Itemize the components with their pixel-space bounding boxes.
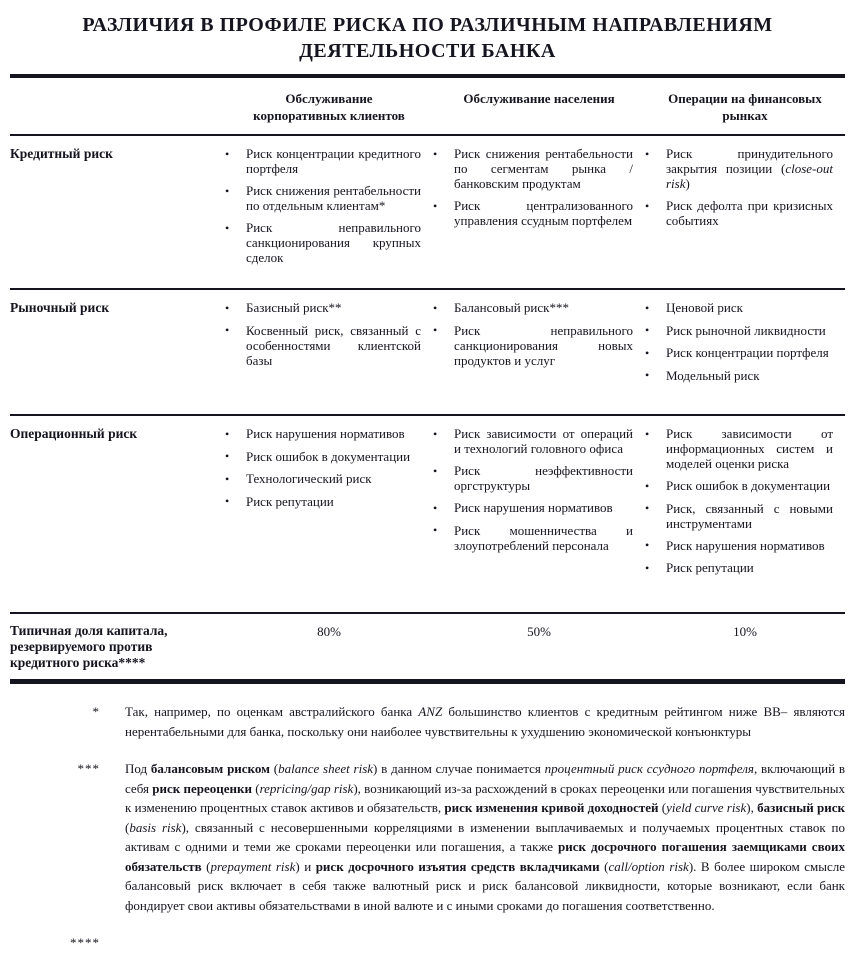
risk-item-text [666, 300, 833, 316]
footnote-quadruple-star [10, 933, 845, 953]
cell-credit-corporate [225, 136, 433, 288]
risk-list-item [645, 538, 833, 554]
risk-list-item [225, 323, 421, 368]
footnote-text [125, 702, 845, 741]
risk-list-item [433, 146, 633, 191]
column-header-corporate: Обслуживание корпоративных клиентов [253, 91, 405, 123]
text-run: Риск рыночной ликвидности [666, 322, 826, 338]
bullet-icon: • [225, 220, 230, 235]
risk-list-item [433, 300, 633, 316]
risk-list-item [645, 323, 833, 339]
text-run: ( [270, 761, 279, 776]
bullet-icon: • [225, 323, 230, 337]
row-header-credit-risk: Кредитный риск [10, 146, 113, 161]
bullet-gap [657, 146, 666, 191]
bullet-gap [445, 463, 454, 493]
cell-operational-retail [433, 416, 645, 612]
capital-share-retail: 50% [527, 624, 551, 639]
risk-item-text [246, 146, 421, 176]
bullet-icon: • [433, 426, 438, 441]
bold-term: риск изменения кривой доходностей [444, 800, 659, 815]
italic-term: repricing/gap risk [259, 780, 354, 796]
capital-share-corporate: 80% [317, 624, 341, 639]
text-run: Риск снижения рентабельности по отдельным клиентам* [246, 183, 421, 213]
risk-table [10, 74, 845, 684]
risk-list-item [225, 426, 421, 442]
bullet-gap [657, 478, 666, 494]
table-row-operational-risk [10, 416, 845, 614]
bullet-icon: • [433, 323, 438, 337]
risk-item-text [666, 560, 833, 576]
risk-item-text [666, 368, 833, 384]
italic-term: prepayment risk [210, 858, 296, 874]
risk-list-item [433, 463, 633, 493]
bold-term: риск переоценки [152, 780, 252, 796]
text-run: ) [685, 176, 690, 191]
row-header-market-risk: Рыночный риск [10, 300, 110, 315]
bullet-gap [237, 449, 246, 465]
bullet-gap [445, 300, 454, 316]
bullet-icon: • [225, 426, 230, 441]
text-run: большинство клиентов с кредитным рейтингом ниже ВВ– являются нерентабельными для банка, поскольку они наиболее чувствительны к ухудшению экономической конъюнктуры [125, 704, 845, 739]
risk-item-text [454, 323, 633, 368]
risk-item-text [454, 500, 633, 516]
italic-term: balance sheet risk [278, 761, 374, 776]
text-run: Базисный риск** [246, 300, 342, 315]
text-run: Риск концентрации портфеля [666, 345, 829, 360]
risk-list-item [225, 449, 421, 465]
bullet-icon: • [225, 449, 230, 463]
risk-item-text [666, 198, 833, 228]
text-run: Риск неправильного санкционирования крупных сделок [246, 220, 421, 265]
bullet-icon: • [645, 501, 650, 515]
text-run: ), [746, 800, 758, 815]
footnote-text [125, 933, 845, 953]
bold-term: риск досрочного изъятия средств вкладчиками [315, 858, 600, 874]
text-run: Риск ошибок в документации [666, 478, 831, 493]
risk-item-text [454, 198, 633, 228]
risk-list-item [645, 501, 833, 531]
cell-market-markets [645, 290, 845, 414]
column-header-empty [10, 78, 225, 134]
risk-item-text [454, 300, 633, 316]
bullet-gap [657, 300, 666, 316]
bullet-icon: • [645, 478, 650, 493]
text-run: ) и [295, 858, 316, 874]
row-header-capital-share: Типичная доля капитала, резервируемого против кредитного риска**** [10, 623, 168, 670]
bullet-icon: • [433, 500, 438, 515]
italic-term: yield curve risk [666, 800, 747, 815]
bullet-icon: • [225, 471, 230, 486]
risk-item-text [666, 426, 833, 471]
risk-item-text [246, 471, 421, 487]
bullet-icon: • [433, 463, 438, 478]
risk-item-text [454, 146, 633, 191]
bullet-icon: • [645, 300, 650, 315]
footnote-marker: * [92, 704, 100, 719]
text-run: Риск репутации [666, 560, 754, 575]
risk-item-text [666, 345, 833, 361]
text-run: ( [251, 780, 260, 796]
risk-list-item [225, 300, 421, 316]
risk-item-text [246, 183, 421, 213]
column-header-markets: Операции на финансовых рынках [668, 91, 822, 123]
bullet-gap [657, 345, 666, 361]
text-run: Риск ошибок в документации [246, 448, 411, 464]
cell-market-corporate [225, 290, 433, 414]
bullet-icon: • [645, 198, 650, 213]
bullet-gap [657, 501, 666, 531]
bullet-icon: • [433, 300, 438, 315]
text-run: Риск централизованного управления ссудным портфелем [454, 198, 633, 228]
bullet-icon: • [433, 523, 438, 537]
bullet-icon: • [645, 323, 650, 337]
footnote-marker: **** [70, 935, 100, 950]
footnotes-section [10, 702, 845, 953]
bullet-gap [445, 500, 454, 516]
risk-list-item [645, 368, 833, 384]
bullet-gap [657, 426, 666, 471]
risk-list-item [225, 471, 421, 487]
bullet-icon: • [433, 198, 438, 213]
cell-market-retail [433, 290, 645, 414]
footnote-gap [100, 933, 125, 953]
risk-item-text [454, 426, 633, 456]
text-run: ( [599, 858, 609, 874]
text-run: Риск неправильного санкционирования новых продуктов и услуг [454, 322, 633, 368]
bullet-icon: • [645, 560, 650, 575]
bullet-icon: • [645, 368, 650, 382]
risk-item-text [246, 300, 421, 316]
bold-term: риск досрочного погашения заемщиками своих обязательств [125, 839, 845, 874]
cell-credit-retail [433, 136, 645, 288]
text-run: ), возникающий из-за расхождений в сроках переоценки или погашения чувствительных к изменению процентных ставок активов и обязательств, [125, 780, 845, 815]
risk-list-item [645, 300, 833, 316]
footnote-marker: *** [77, 761, 100, 776]
risk-item-text [246, 449, 421, 465]
risk-list-item [645, 146, 833, 191]
bullet-gap [657, 560, 666, 576]
risk-list-item [645, 198, 833, 228]
capital-share-markets: 10% [733, 624, 757, 639]
page-title: РАЗЛИЧИЯ В ПРОФИЛЕ РИСКА ПО РАЗЛИЧНЫМ НАПРАВЛЕНИЯМ ДЕЯТЕЛЬНОСТИ БАНКА [82, 14, 773, 62]
text-run: Риск зависимости от операций и технологий головного офиса [454, 426, 633, 456]
footnote-triple-star [10, 759, 845, 915]
text-run: Риск неэффективности оргструктуры [454, 463, 633, 493]
column-header-retail: Обслуживание населения [463, 91, 615, 106]
footnote-text [125, 759, 845, 915]
cell-credit-markets [645, 136, 845, 288]
bullet-icon: • [433, 146, 438, 161]
risk-item-text [666, 146, 833, 191]
footnote-gap [100, 759, 125, 915]
text-run: Риск дефолта при кризисных событиях [666, 198, 833, 228]
bullet-icon: • [225, 494, 230, 508]
text-run: Риск снижения рентабельности по сегментам рынка / банковским продуктам [454, 146, 633, 191]
bullet-gap [657, 323, 666, 339]
text-run: Риск нарушения нормативов [454, 500, 613, 515]
text-run: Риск зависимости от информационных систем и моделей оценки риска [666, 426, 833, 471]
text-run: , включающий в себя [125, 761, 845, 796]
risk-list-item [225, 183, 421, 213]
bullet-gap [657, 368, 666, 384]
text-run: ( [201, 858, 211, 874]
risk-item-text [666, 478, 833, 494]
bullet-gap [657, 538, 666, 554]
risk-list-item [433, 523, 633, 553]
text-run: ) в данном случае понимается [373, 761, 545, 776]
risk-item-text [246, 220, 421, 265]
row-header-operational-risk: Операционный риск [10, 426, 138, 441]
bullet-gap [657, 198, 666, 228]
italic-term: close-out risk [666, 161, 833, 191]
risk-list-item [645, 478, 833, 494]
risk-list-item [225, 220, 421, 265]
risk-list-item [433, 500, 633, 516]
bullet-icon: • [645, 345, 650, 360]
risk-list-item [225, 146, 421, 176]
bullet-icon: • [645, 146, 650, 161]
bullet-gap [237, 220, 246, 265]
footnote-gap [100, 702, 125, 741]
bullet-icon: • [225, 183, 230, 198]
bullet-gap [237, 494, 246, 510]
bullet-gap [445, 523, 454, 553]
bullet-gap [237, 426, 246, 442]
text-run: Балансовый риск*** [454, 300, 569, 315]
bullet-gap [445, 426, 454, 456]
text-run: ), связанный с несовершенными корреляциями в изменении выплачиваемых и получаемых процентных ставок по активам с одними и теми же сроками переоценки или погашения, а также [125, 819, 846, 854]
table-row-market-risk [10, 290, 845, 416]
risk-item-text [454, 463, 633, 493]
risk-list-item [645, 426, 833, 471]
risk-list-item [433, 198, 633, 228]
risk-item-text [246, 323, 421, 368]
bullet-icon: • [225, 300, 230, 315]
text-run: ( [125, 819, 130, 835]
bullet-gap [237, 183, 246, 213]
text-run: Так, например, по оценкам австралийского банка [125, 704, 419, 719]
text-run: Риск нарушения нормативов [246, 426, 405, 441]
italic-term: процентный риск ссудного портфеля [544, 761, 754, 776]
text-run: Риск репутации [246, 493, 334, 509]
bullet-gap [445, 323, 454, 368]
text-run: Под [125, 761, 151, 776]
risk-item-text [666, 323, 833, 339]
text-run: Риск мошенничества и злоупотреблений персонала [454, 522, 633, 553]
risk-item-text [246, 494, 421, 510]
risk-item-text [454, 523, 633, 553]
text-run: Риск концентрации кредитного портфеля [246, 146, 421, 176]
footnote-star [10, 702, 845, 741]
bullet-gap [237, 323, 246, 368]
italic-term: call/option risk [608, 858, 689, 874]
risk-list-item [433, 323, 633, 368]
table-header-row [10, 78, 845, 136]
bullet-gap [237, 300, 246, 316]
bold-term: базисный риск [757, 800, 845, 815]
bullet-icon: • [645, 538, 650, 552]
bold-term: балансовым риском [150, 761, 270, 776]
bullet-gap [445, 198, 454, 228]
risk-item-text [666, 538, 833, 554]
italic-term: ANZ [418, 704, 443, 719]
table-row-credit-risk [10, 136, 845, 290]
risk-item-text [666, 501, 833, 531]
text-run: ( [658, 800, 667, 815]
cell-operational-markets [645, 416, 845, 612]
risk-list-item [225, 494, 421, 510]
bullet-gap [237, 471, 246, 487]
risk-list-item [645, 560, 833, 576]
italic-term: basis risk [129, 819, 182, 835]
text-run: Ценовой риск [666, 300, 743, 315]
bullet-gap [237, 146, 246, 176]
cell-operational-corporate [225, 416, 433, 612]
text-run: Технологический риск [246, 471, 372, 486]
text-run: Риск нарушения нормативов [666, 537, 825, 553]
text-run: Риск, связанный с новыми инструментами [666, 500, 833, 531]
text-run: Модельный риск [666, 367, 760, 383]
table-row-capital-share [10, 614, 845, 679]
bullet-icon: • [645, 426, 650, 441]
bullet-icon: • [225, 146, 230, 161]
risk-item-text [246, 426, 421, 442]
risk-list-item [433, 426, 633, 456]
risk-list-item [645, 345, 833, 361]
text-run: Риск принудительного закрытия позиции ( [666, 146, 833, 176]
bullet-gap [445, 146, 454, 191]
text-run: Косвенный риск, связанный с особенностями клиентской базы [246, 322, 421, 368]
text-run: ). В более широком смысле балансовый риск включает в себя также валютный риск и риск балансовой ликвидности, которые возникают, если банк фондирует свои активы обязательствами в иной валюте и с иными сроками до погашения соответственно. [125, 858, 845, 913]
